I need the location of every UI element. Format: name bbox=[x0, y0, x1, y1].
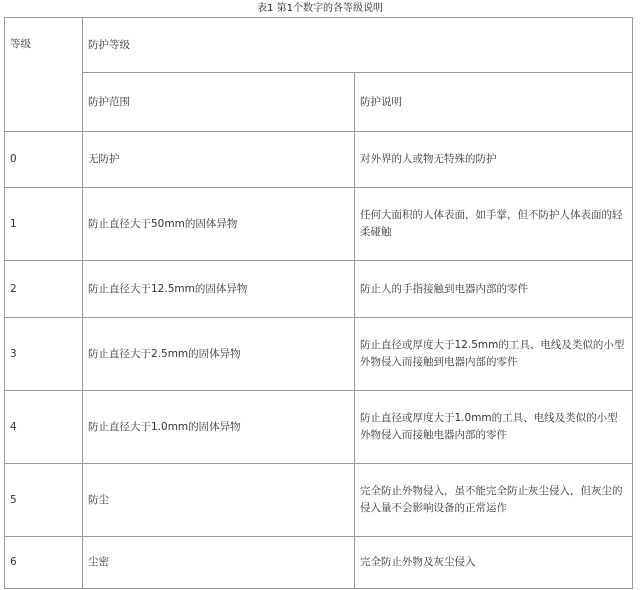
table-row bbox=[5, 132, 633, 188]
table-caption: 表1 第1个数字的各等级说明 bbox=[257, 3, 383, 14]
cell-scope: 防止直径大于12.5mm的固体异物 bbox=[83, 261, 355, 318]
cell-scope: 尘密 bbox=[83, 537, 355, 589]
cell-level: 6 bbox=[5, 537, 83, 589]
cell-scope: 防尘 bbox=[83, 464, 355, 537]
table-row bbox=[5, 464, 633, 537]
cell-description: 对外界的人或物无特殊的防护 bbox=[355, 132, 633, 188]
cell-description: 任何大面积的人体表面，如手掌，但不防护人体表面的轻柔碰触 bbox=[355, 188, 633, 261]
table-header-row bbox=[5, 18, 633, 73]
cell-level: 3 bbox=[5, 318, 83, 391]
table-row bbox=[5, 188, 633, 261]
table-row bbox=[5, 261, 633, 318]
protection-level-table bbox=[4, 17, 633, 589]
table-row bbox=[5, 537, 633, 589]
cell-description: 防止直径或厚度大于1.0mm的工具、电线及类似的小型外物侵入而接触电器内部的零件 bbox=[355, 391, 633, 464]
cell-description: 防止人的手指接触到电器内部的零件 bbox=[355, 261, 633, 318]
cell-level: 5 bbox=[5, 464, 83, 537]
table-row bbox=[5, 318, 633, 391]
header-protection-level: 防护等级 bbox=[83, 18, 633, 73]
cell-scope: 防止直径大于1.0mm的固体异物 bbox=[83, 391, 355, 464]
cell-level: 4 bbox=[5, 391, 83, 464]
cell-scope: 防止直径大于50mm的固体异物 bbox=[83, 188, 355, 261]
cell-scope: 防止直径大于2.5mm的固体异物 bbox=[83, 318, 355, 391]
cell-description: 防止直径或厚度大于12.5mm的工具、电线及类似的小型外物侵入而接触到电器内部的零件 bbox=[355, 318, 633, 391]
header-description: 防护说明 bbox=[355, 73, 633, 132]
header-scope: 防护范围 bbox=[83, 73, 355, 132]
cell-description: 完全防止外物及灰尘侵入 bbox=[355, 537, 633, 589]
cell-level: 1 bbox=[5, 188, 83, 261]
cell-scope: 无防护 bbox=[83, 132, 355, 188]
cell-description: 完全防止外物侵入，虽不能完全防止灰尘侵入，但灰尘的侵入量不会影响设备的正常运作 bbox=[355, 464, 633, 537]
table-row bbox=[5, 391, 633, 464]
table-subheader-row bbox=[5, 73, 633, 132]
cell-level: 0 bbox=[5, 132, 83, 188]
cell-level: 2 bbox=[5, 261, 83, 318]
header-level: 等级 bbox=[5, 18, 83, 132]
